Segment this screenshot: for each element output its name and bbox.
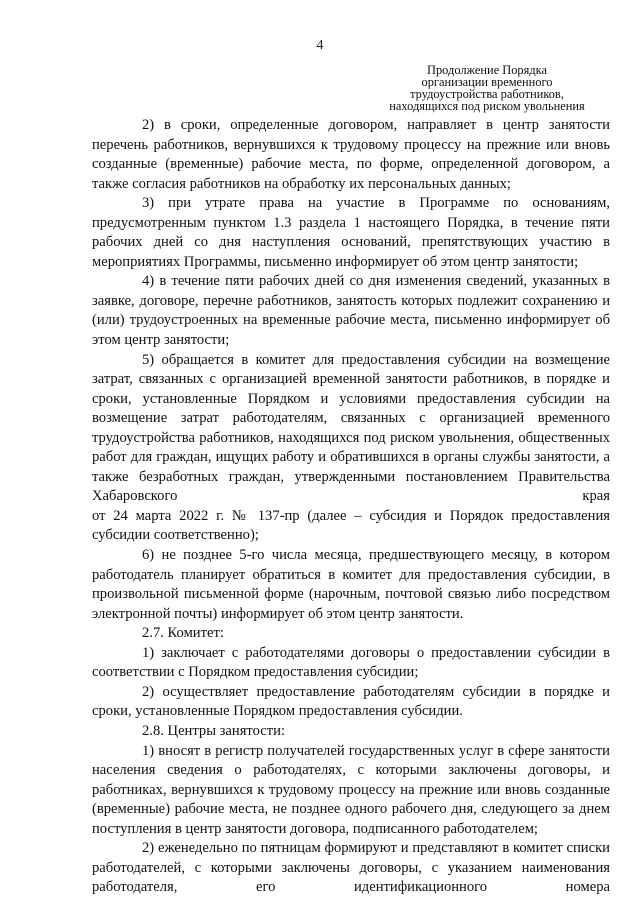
- paragraph-committee-duty-2: 2) осуществляет предоставление работодателям субсидии в порядке и сроки, установленные Порядком предоставления субсидии.: [92, 683, 610, 720]
- paragraph-center-duty-1: 1) вносят в регистр получателей государственных услуг в сфере занятости населения сведения о работодателях, с которыми заключены договоры, и работниках, вернувшихся к трудовому процессу на прежние или вновь созданные (временные) рабочие места, не позднее одного рабочего дня, следующего за днем поступления в центр занятости договора, подписанного работодателем;: [92, 742, 610, 837]
- header-note-line: трудоустройства работников,: [410, 87, 564, 101]
- header-note-line: Продолжение Порядка: [427, 63, 547, 77]
- document-body: [92, 116, 610, 898]
- paragraph-employer-duty-5: 5) обращается в комитет для предоставления субсидии на возмещение затрат, связанных с организацией временной занятости работников, в порядке и сроки, установленные Порядком и условиями предоставления субсидии на возмещение затрат работодателям, связанных с организацией временного трудоустройства работников, находящихся под риском увольнения, общественных работ для граждан, ищущих работу и обратившихся в органы службы занятости, а также безработных граждан, утвержденными постановлением Правительства Хабаровского края: [92, 351, 610, 505]
- paragraph-employer-duty-2: 2) в сроки, определенные договором, направляет в центр занятости перечень работников, вернувшихся к трудовому процессу на прежние или вновь созданные (временные) рабочие места, по форме, определенной договором, а также согласия работников на обработку их персональных данных;: [92, 117, 610, 192]
- page-number: 4: [316, 38, 324, 53]
- header-note-line: организации временного: [421, 75, 553, 89]
- paragraph-employer-duty-6: 6) не позднее 5-го числа месяца, предшествующего месяцу, в котором работодатель планирует обратиться в комитет для предоставления субсидии, в произвольной письменной форме (нарочным, почтовой связью либо посредством электронной почты) информирует об этом центр занятости.: [92, 547, 610, 622]
- paragraph-employer-duty-4: 4) в течение пяти рабочих дней со дня изменения сведений, указанных в заявке, договоре, перечне работников, занятость которых подлежит сохранению и (или) трудоустроенных на временные рабочие места, письменно информирует об этом центр занятости;: [92, 273, 610, 349]
- paragraph-employer-duty-3: 3) при утрате права на участие в Программе по основаниям, предусмотренным пунктом 1.3 раздела 1 настоящего Порядка, в течение пяти рабочих дней со дня наступления оснований, препятствующих участию в мероприятиях Программы, письменно информирует об этом центр занятости;: [92, 195, 610, 270]
- paragraph-employer-duty-5-cont: от 24 марта 2022 г. № 137-пр (далее – субсидия и Порядок предоставления субсидии соответственно);: [92, 507, 610, 544]
- document-header-note: [372, 64, 602, 112]
- header-note-line: находящихся под риском увольнения: [389, 99, 585, 113]
- paragraph-committee-duty-1: 1) заключает с работодателями договоры о предоставлении субсидии в соответствии с Порядком предоставления субсидии;: [92, 644, 610, 681]
- section-heading-2-7: 2.7. Комитет:: [142, 625, 224, 642]
- section-heading-2-8: 2.8. Центры занятости:: [142, 722, 286, 739]
- paragraph-center-duty-2: 2) еженедельно по пятницам формируют и представляют в комитет списки работодателей, с которыми заключены договоры, с указанием наименования работодателя, его идентификационного номера: [92, 840, 610, 896]
